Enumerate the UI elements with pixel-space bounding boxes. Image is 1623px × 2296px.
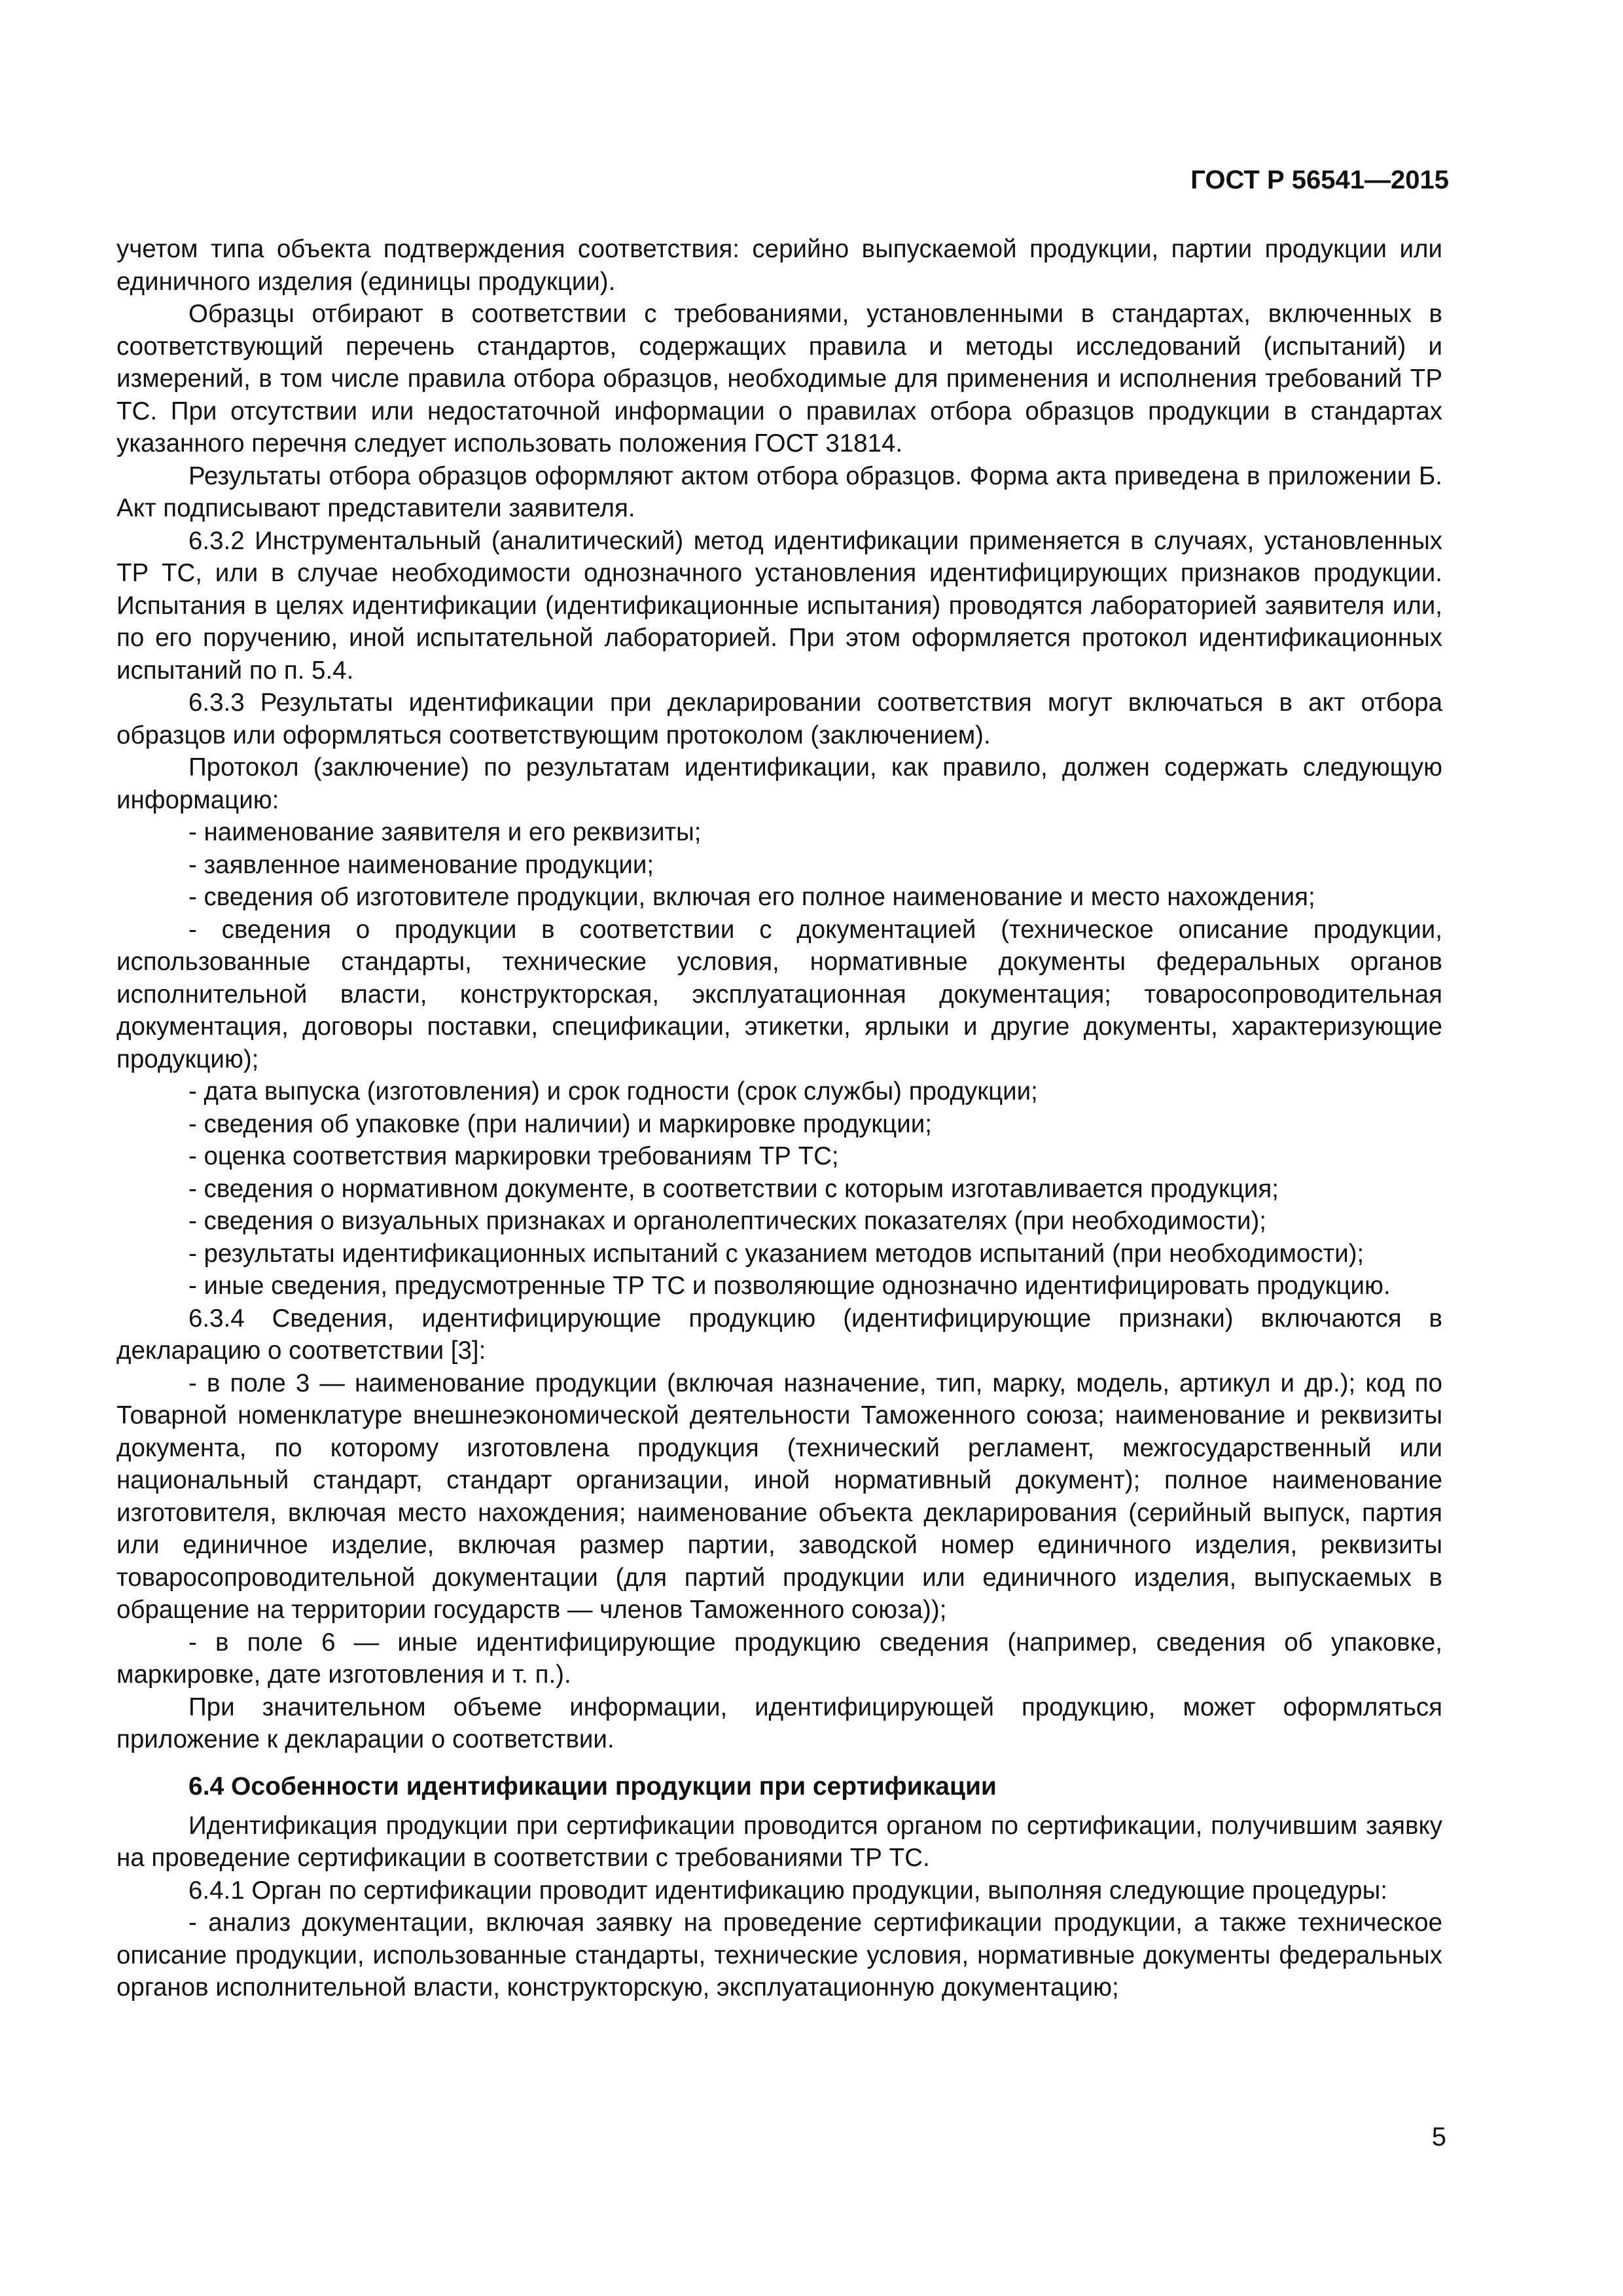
document-body [116,233,1442,2004]
paragraph: Идентификация продукции при сертификации проводится органом по сертификации, получившим заявку на проведение сертификации в соответствии с требованиями ТР ТС. [116,1811,1442,1872]
clause-6-3-2: 6.3.2 Инструментальный (аналитический) метод идентификации применяется в случаях, установленных ТР ТС, или в случае необходимости однозначного установления идентифицирующих признаков продукции. Испытания в целях идентификации (идентификационные испытания) проводятся лабораторией заявителя или, по его поручению, иной испытательной лабораторией. При этом оформляется протокол идентификационных испытаний по п. 5.4. [116,526,1442,685]
clause-6-3-3: 6.3.3 Результаты идентификации при декларировании соответствия могут включаться в акт отбора образцов или оформляться соответствующим протоколом (заключением). [116,689,1442,749]
list-item: - сведения о нормативном документе, в соответствии с которым изготавливается продукция; [188,1174,1279,1203]
clause-6-4-1: 6.4.1 Орган по сертификации проводит идентификацию продукции, выполняя следующие процедуры: [188,1876,1387,1905]
list-item: - в поле 6 — иные идентифицирующие продукцию сведения (например, сведения об упаковке, маркировке, дате изготовления и т. п.). [116,1628,1442,1689]
paragraph: Результаты отбора образцов оформляют актом отбора образцов. Форма акта приведена в приложении Б. Акт подписывают представители заявителя. [116,461,1442,522]
paragraph: учетом типа объекта подтверждения соответствия: серийно выпускаемой продукции, партии продукции или единичного изделия (единицы продукции). [116,235,1442,296]
page-number: 5 [1431,2123,1446,2151]
paragraph: Протокол (заключение) по результатам идентификации, как правило, должен содержать следующую информацию: [116,753,1442,814]
list-item: - сведения об изготовителе продукции, включая его полное наименование и место нахождения; [188,883,1315,911]
list-item: - анализ документации, включая заявку на проведение сертификации продукции, а также техническое описание продукции, использованные стандарты, технические условия, нормативные документы федеральных органов исполнительной власти, конструкторскую, эксплуатационную документацию; [116,1909,1442,2001]
list-item: - сведения о продукции в соответствии с документацией (техническое описание продукции, использованные стандарты, технические условия, нормативные документы федеральных органов исполнительной власти, конструкторская, эксплуатационная документация; товаросопроводительная документация, договоры поставки, спецификации, этикетки, ярлыки и другие документы, характеризующие продукцию); [116,915,1442,1073]
document-designation: ГОСТ Р 56541—2015 [1190,166,1449,194]
list-item: - сведения о визуальных признаках и органолептических показателях (при необходимости); [188,1207,1266,1235]
list-item: - заявленное наименование продукции; [188,850,654,879]
paragraph: Образцы отбирают в соответствии с требованиями, установленными в стандартах, включенных в соответствующий перечень стандартов, содержащих правила и методы исследований (испытаний) и измерений, в том числе правила отбора образцов, необходимые для применения и исполнения требований ТР ТС. При отсутствии или недостаточной информации о правилах отбора образцов продукции в стандартах указанного перечня следует использовать положения ГОСТ 31814. [116,300,1442,457]
clause-6-3-4: 6.3.4 Сведения, идентифицирующие продукцию (идентифицирующие признаки) включаются в декларацию о соответствии [3]: [116,1304,1442,1365]
section-heading-6-4: 6.4 Особенности идентификации продукции при сертификации [188,1772,997,1801]
list-item: - иные сведения, предусмотренные ТР ТС и позволяющие однозначно идентифицировать продукцию. [188,1272,1391,1300]
list-item: - дата выпуска (изготовления) и срок годности (срок службы) продукции; [188,1077,1038,1105]
list-item: - наименование заявителя и его реквизиты; [188,818,702,846]
list-item: - в поле 3 — наименование продукции (включая назначение, тип, марку, модель, артикул и др.); код по Товарной номенклатуре внешнеэкономической деятельности Таможенного союза; наименование и реквизиты документа, по которому изготовлена продукция (технический регламент, межгосударственный или национальный стандарт, стандарт организации, иной нормативный документ); полное наименование изготовителя, включая место нахождения; наименование объекта декларирования (серийный выпуск, партия или единичное изделие, включая размер партии, заводской номер единичного изделия, реквизиты товаросопроводительной документации (для партий продукции или единичного изделия, выпускаемых в обращение на территории государств — членов Таможенного союза)); [116,1369,1442,1624]
list-item: - оценка соответствия маркировки требованиям ТР ТС; [188,1142,839,1170]
list-item: - сведения об упаковке (при наличии) и маркировке продукции; [188,1109,932,1138]
paragraph: При значительном объеме информации, идентифицирующей продукцию, может оформляться приложение к декларации о соответствии. [116,1693,1442,1753]
list-item: - результаты идентификационных испытаний с указанием методов испытаний (при необходимости); [188,1239,1364,1268]
